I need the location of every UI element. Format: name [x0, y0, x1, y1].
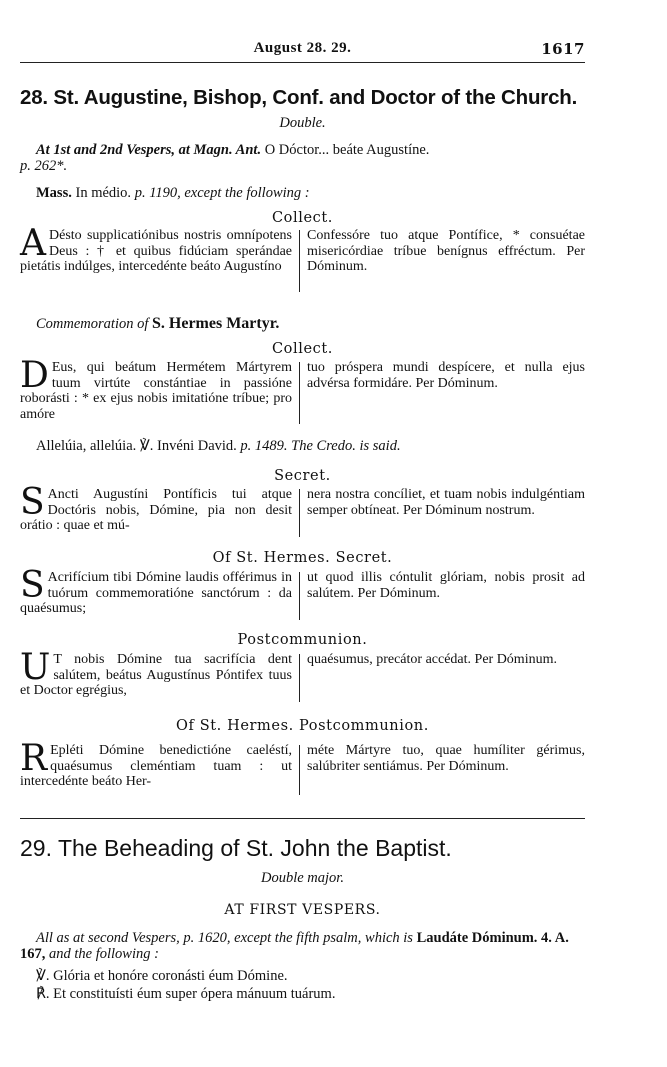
vespers-antiphon: O Dóctor... beáte Augustíne.: [264, 142, 430, 158]
alleluia-credo: The Credo. is said.: [291, 438, 401, 454]
column-divider: [299, 654, 300, 702]
mass-label: Mass.: [36, 185, 72, 201]
collect-block: [20, 223, 585, 294]
vespers-lead: At 1st and 2nd Vespers, at Magn. Ant.: [36, 142, 262, 158]
postcommunion-left: U T nobis Dómine tua sacrifícia dent salútem, beátus Augustínus Póntifex tuus et Doctor egrégius,: [20, 647, 292, 698]
running-head: [20, 40, 585, 62]
alleluia-text: Allelúia, allelúia. ℣. Invéni David.: [36, 438, 237, 454]
secret-heading: Secret.: [274, 468, 331, 484]
feast-title: 29. The Beheading of St. John the Baptist.: [20, 835, 452, 861]
header-rule: [20, 62, 585, 63]
secret-right: nera nostra concíliet, et tuam nobis indulgéntiam semper obtíneat. Per Dóminum nostrum.: [307, 487, 585, 518]
feast-title: 28. St. Augustine, Bishop, Conf. and Doctor of the Church.: [20, 86, 578, 109]
secret2-heading: Of St. Hermes. Secret.: [212, 550, 393, 566]
commemoration-name: S. Hermes Martyr.: [152, 315, 280, 332]
section-rule: [20, 818, 585, 819]
mass-except: except the following :: [184, 185, 310, 201]
collect-heading: Collect.: [271, 210, 334, 226]
column-divider: [299, 572, 300, 620]
rubric-psalm: Laudáte Dóminum. 4. A. 167,: [20, 930, 569, 962]
collect2-left: D Eus, qui beátum Hermétem Mártyrem tuum virtúte constántiae in passióne roborásti : * ex ejus nobis imitatióne tríbue; pro amóre: [20, 355, 292, 422]
rubric-lead: All as at second Vespers, p. 1620, except the fifth psalm, which is: [36, 930, 413, 946]
running-title: August 28. 29.: [253, 40, 352, 56]
dropcap: S: [20, 482, 45, 523]
rubric-tail: and the following :: [49, 946, 159, 962]
response: ℟. Et constituísti éum super ópera mánuum tuárum.: [36, 986, 336, 1002]
secret-left: S Ancti Augustíni Pontíficis tui atque Doctóris nobis, Dómine, pia non desit orátio : quae et mú-: [20, 482, 292, 533]
dropcap: R: [20, 738, 48, 779]
secret-block: [20, 482, 585, 537]
postcommunion-block: [20, 647, 585, 702]
alleluia-note: [20, 438, 601, 454]
secret2-left: S Acrifícium tibi Dómine laudis offérimus in tuórum commemoratióne sanctórum : da quaésumus;: [20, 565, 292, 616]
postcommunion-heading: Postcommunion.: [237, 632, 368, 648]
commemoration-note: [20, 316, 601, 332]
secret2-right: ut quod illis cóntulit glóriam, nobis prosit ad salútem. Per Dóminum.: [307, 570, 585, 601]
feast-rank: Double major.: [261, 870, 344, 886]
collect-right: Confessóre tuo atque Pontífice, * consuétae misericórdiae tríbue benígnus effréctum. Per Dóminum.: [307, 228, 585, 274]
collect-left: A Désto supplicatiónibus nostris omnípotens Deus : † et quibus fidúciam sperándae pietátis indúlges, intercedénte beáto Augustíno: [20, 223, 292, 274]
postcommunion2-block: [20, 738, 585, 795]
feast-rank: Double.: [279, 115, 326, 131]
dropcap: S: [20, 565, 45, 606]
dropcap: A: [20, 223, 46, 264]
secret2-block: [20, 565, 585, 620]
postcommunion2-left: R Epléti Dómine benedictióne caeléstí, quaésumus cleméntiam tuam : ut intercedénte beáto Her-: [20, 738, 292, 789]
page-number: 1617: [541, 40, 585, 58]
column-divider: [299, 489, 300, 537]
column-divider: [299, 745, 300, 795]
vespers-rubric: [20, 930, 585, 962]
dropcap: U: [20, 647, 51, 688]
postcommunion-right: quaésumus, precátor accédat. Per Dóminum.: [307, 652, 557, 667]
commemoration-lead: Commemoration of: [36, 316, 149, 332]
mass-introit: In médio.: [75, 185, 132, 201]
column-divider: [299, 362, 300, 424]
vespers-note: [20, 142, 585, 174]
collect2-right: tuo próspera mundi despícere, et nulla ejus advérsa formidáre. Per Dóminum.: [307, 360, 585, 391]
first-vespers-heading: AT FIRST VESPERS.: [224, 902, 381, 918]
postcommunion2-heading: Of St. Hermes. Postcommunion.: [176, 718, 429, 734]
alleluia-page: p. 1489.: [240, 438, 288, 454]
vespers-page: p. 262*.: [20, 158, 68, 174]
postcommunion2-right: méte Mártyre tuo, quae humíliter gérimus, salúbriter sentiámus. Per Dóminum.: [307, 743, 585, 774]
collect2-heading: Collect.: [271, 341, 334, 357]
collect2-block: [20, 355, 585, 426]
mass-page: p. 1190,: [134, 185, 181, 201]
column-divider: [299, 230, 300, 292]
dropcap: D: [20, 355, 49, 396]
mass-note: [20, 185, 601, 201]
versicle: ℣. Glória et honóre coronásti éum Dómine.: [36, 968, 288, 984]
